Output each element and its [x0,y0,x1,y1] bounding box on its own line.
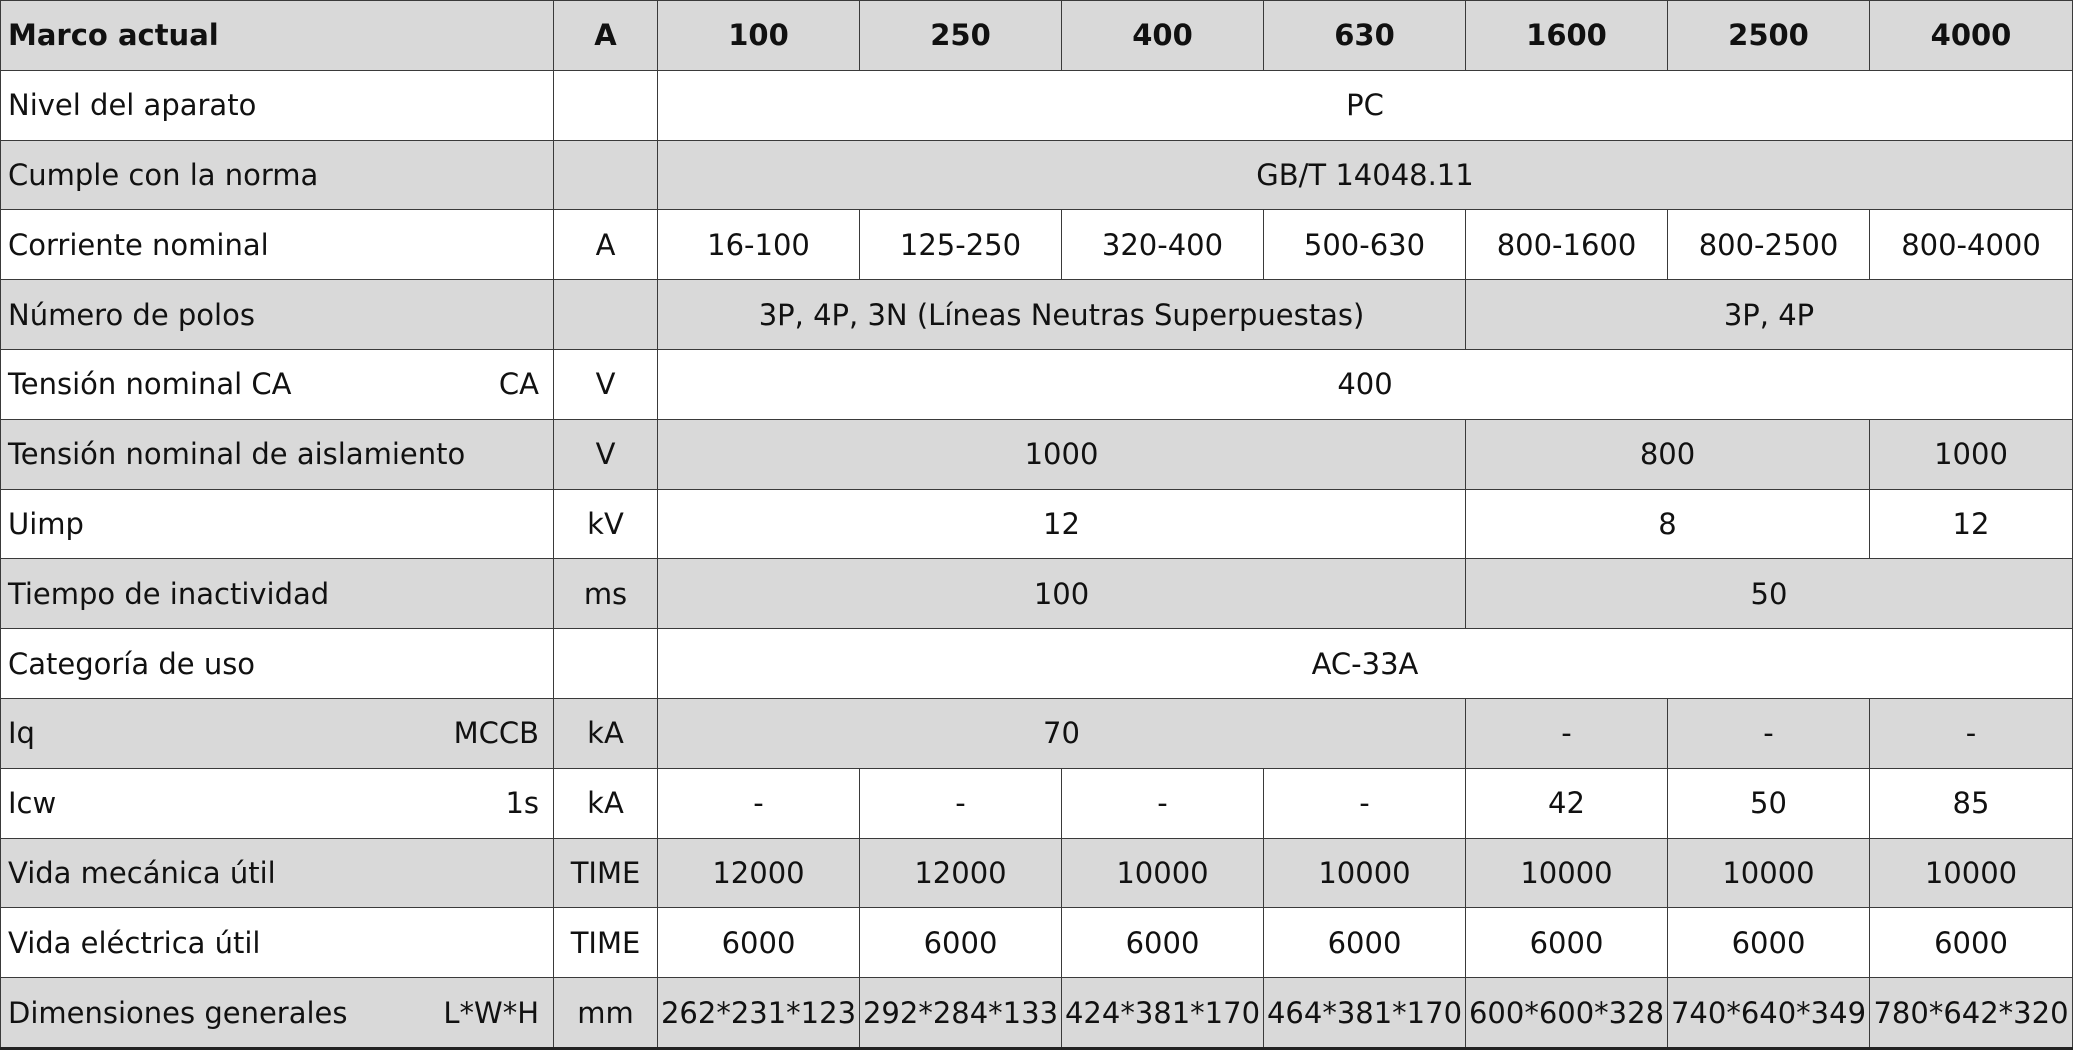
row-label: Número de polos [1,280,554,350]
frame-header: 630 [1264,1,1466,71]
value-cell: 600*600*328 [1466,978,1668,1049]
frame-header: 2500 [1668,1,1870,71]
table-row [1,838,2073,908]
value-cell: 10000 [1466,838,1668,908]
value-cell: 125-250 [860,210,1062,280]
row-label-cell [1,768,554,838]
frame-header: 4000 [1870,1,2073,71]
unit-cell: kA [554,698,658,768]
value-cell: 12 [1870,489,2073,559]
row-label: Dimensiones generales [8,995,348,1030]
value-cell: 10000 [1062,838,1264,908]
value-cell: 1000 [658,419,1466,489]
value-cell: 10000 [1870,838,2073,908]
table-row [1,629,2073,699]
row-label-cell [1,978,554,1049]
value-cell: 10000 [1668,838,1870,908]
table-row [1,768,2073,838]
value-cell: - [658,768,860,838]
value-cell: 6000 [1466,908,1668,978]
value-cell: 8 [1466,489,1870,559]
unit-cell: A [554,1,658,71]
value-cell: - [1264,768,1466,838]
row-sublabel: CA [498,367,539,402]
value-cell: 42 [1466,768,1668,838]
value-cell: 780*642*320 [1870,978,2073,1049]
value-cell: 800-1600 [1466,210,1668,280]
row-label: Iq [8,716,35,751]
value-cell: - [1466,698,1668,768]
row-label: Icw [8,786,57,821]
unit-cell: A [554,210,658,280]
value-cell: 6000 [1264,908,1466,978]
unit-cell: kA [554,768,658,838]
value-cell: 400 [658,349,2073,419]
value-cell: - [1870,698,2073,768]
row-label: Nivel del aparato [1,70,554,140]
value-cell: - [1668,698,1870,768]
frame-header: 250 [860,1,1062,71]
value-cell: GB/T 14048.11 [658,140,2073,210]
row-label: Tensión nominal de aislamiento [1,419,554,489]
value-cell: 12 [658,489,1466,559]
unit-cell: TIME [554,838,658,908]
row-label: Tensión nominal CA [8,367,292,402]
value-cell: 3P, 4P [1466,280,2073,350]
unit-cell: ms [554,559,658,629]
unit-cell: kV [554,489,658,559]
value-cell: 500-630 [1264,210,1466,280]
row-label: Corriente nominal [1,210,554,280]
header-row [1,1,2073,71]
value-cell: 740*640*349 [1668,978,1870,1049]
table-row [1,978,2073,1049]
row-label-cell [1,349,554,419]
value-cell: 12000 [658,838,860,908]
value-cell: - [860,768,1062,838]
frame-header: 400 [1062,1,1264,71]
value-cell: - [1062,768,1264,838]
table-row [1,489,2073,559]
row-label: Tiempo de inactividad [1,559,554,629]
row-label-cell [1,698,554,768]
unit-cell [554,280,658,350]
value-cell: 292*284*133 [860,978,1062,1049]
row-label: Uimp [1,489,554,559]
row-label: Vida mecánica útil [1,838,554,908]
table-row [1,210,2073,280]
table-row [1,140,2073,210]
value-cell: AC-33A [658,629,2073,699]
value-cell: 85 [1870,768,2073,838]
value-cell: 16-100 [658,210,860,280]
row-sublabel: L*W*H [443,995,539,1030]
value-cell: 50 [1466,559,2073,629]
table-row [1,559,2073,629]
value-cell: 262*231*123 [658,978,860,1049]
value-cell: 3P, 4P, 3N (Líneas Neutras Superpuestas) [658,280,1466,350]
value-cell: 464*381*170 [1264,978,1466,1049]
value-cell: 1000 [1870,419,2073,489]
value-cell: 100 [658,559,1466,629]
unit-cell: TIME [554,908,658,978]
value-cell: 800 [1466,419,1870,489]
value-cell: PC [658,70,2073,140]
value-cell: 800-4000 [1870,210,2073,280]
unit-cell: V [554,419,658,489]
frame-header: 100 [658,1,860,71]
value-cell: 70 [658,698,1466,768]
row-label: Cumple con la norma [1,140,554,210]
row-label: Marco actual [1,1,554,71]
table-row [1,698,2073,768]
value-cell: 6000 [860,908,1062,978]
unit-cell: V [554,349,658,419]
table-row [1,349,2073,419]
value-cell: 50 [1668,768,1870,838]
value-cell: 6000 [1870,908,2073,978]
table-row [1,280,2073,350]
row-sublabel: 1s [505,786,539,821]
unit-cell [554,140,658,210]
value-cell: 320-400 [1062,210,1264,280]
value-cell: 12000 [860,838,1062,908]
frame-header: 1600 [1466,1,1668,71]
value-cell: 6000 [1062,908,1264,978]
row-label: Categoría de uso [1,629,554,699]
row-label: Vida eléctrica útil [1,908,554,978]
row-sublabel: MCCB [453,716,539,751]
value-cell: 6000 [658,908,860,978]
value-cell: 6000 [1668,908,1870,978]
value-cell: 424*381*170 [1062,978,1264,1049]
table-row [1,70,2073,140]
unit-cell [554,629,658,699]
value-cell: 10000 [1264,838,1466,908]
value-cell: 800-2500 [1668,210,1870,280]
unit-cell [554,70,658,140]
table-row [1,908,2073,978]
unit-cell: mm [554,978,658,1049]
table-row [1,419,2073,489]
